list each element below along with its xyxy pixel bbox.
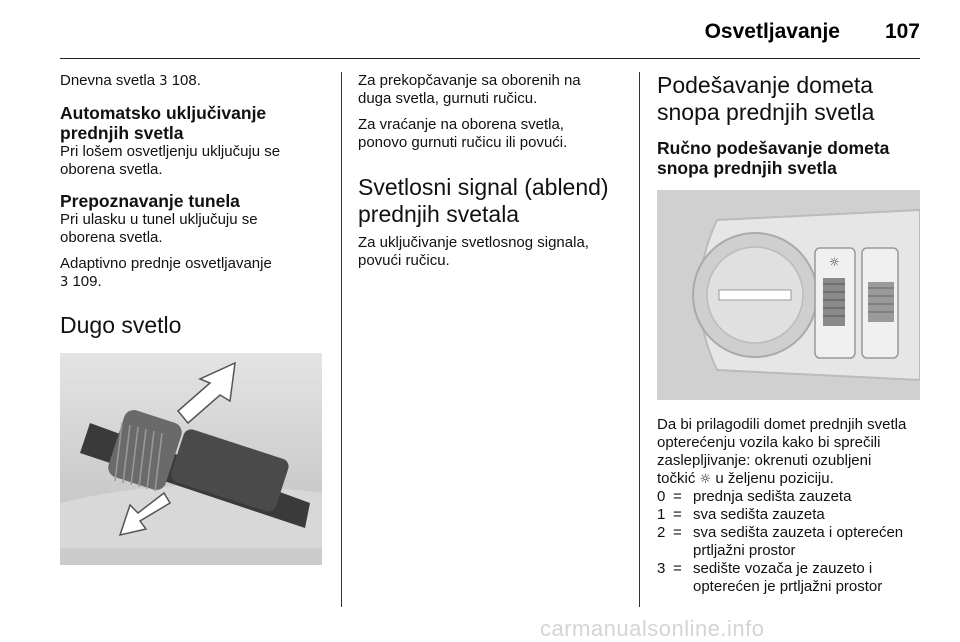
column-divider [341,72,342,607]
legend-row [657,506,922,524]
low-beam-return-text: Za vraćanje na oborena svetla, ponovo gurnuti ručicu ili povući. [358,116,568,151]
column-3 [657,72,922,178]
headlight-range-wheel-icon [657,190,920,400]
page-number: 107 [884,20,920,43]
auto-lights-heading: Automatsko uključivanje prednjih svetla [60,103,267,143]
legend-equals: = [673,524,682,541]
legend-equals: = [673,560,682,577]
legend-key: 3 [657,560,666,577]
load-legend [657,488,922,596]
legend-value: prednja sedišta zauzeta [693,488,852,505]
daytime-lights-ref: Dnevna svetla 3 108. [60,72,201,89]
page-header [60,0,920,59]
tunnel-text: Pri ulasku u tunel uključuju se oborena svetla. [60,211,258,246]
range-description: Da bi prilagodili domet prednjih svetla opterećenju vozila kako bi sprečili zaslepljivanje: okrenuti ozubljeni točkić ☼ u željenu poziciju. [657,416,907,487]
legend-value: sedište vozača je zauzeto i opterećen je prtljažni prostor [693,560,883,595]
legend-row [657,488,922,506]
manual-range-subheading: Ručno podešavanje dometa snopa prednjih svetla [657,138,890,178]
legend-equals: = [673,506,682,523]
column-divider [639,72,640,607]
headlight-flash-heading: Svetlosni signal (ablend) prednjih svetala [358,174,609,227]
ref-arrow-icon: 3 [159,74,168,89]
range-adjust-heading: Podešavanje dometa snopa prednjih svetla [657,72,875,125]
legend-key: 1 [657,506,666,523]
legend-key: 2 [657,524,666,541]
headlight-range-icon: ☼ [699,472,712,487]
light-switch-illustration [657,190,920,400]
tunnel-heading: Prepoznavanje tunela [60,191,240,211]
high-beam-text: Za prekopčavanje sa oborenih na duga svetla, gurnuti ručicu. [358,72,581,107]
adaptive-lights-ref: Adaptivno prednje osvetljavanje 3 109. [60,255,272,290]
stalk-illustration [60,353,322,565]
legend-value: sva sedišta zauzeta i opterećen prtljažni prostor [693,524,904,559]
chapter-title: Osvetljavanje [704,20,840,43]
legend-row [657,560,922,596]
high-beam-heading: Dugo svetlo [60,312,182,338]
auto-lights-text: Pri lošem osvetljenju uključuju se oborena svetla. [60,143,281,178]
legend-value: sva sedišta zauzeta [693,506,825,523]
legend-row [657,524,922,560]
light-stalk-icon [60,353,322,565]
column-1 [60,72,322,339]
svg-text:☼: ☼ [829,255,840,269]
ref-arrow-icon: 3 [60,275,69,290]
watermark: carmanualsonline.info [540,616,765,641]
headlight-flash-text: Za uključivanje svetlosnog signala, povući ručicu. [358,234,589,269]
legend-equals: = [673,488,682,505]
legend-key: 0 [657,488,666,505]
column-2 [358,72,620,270]
